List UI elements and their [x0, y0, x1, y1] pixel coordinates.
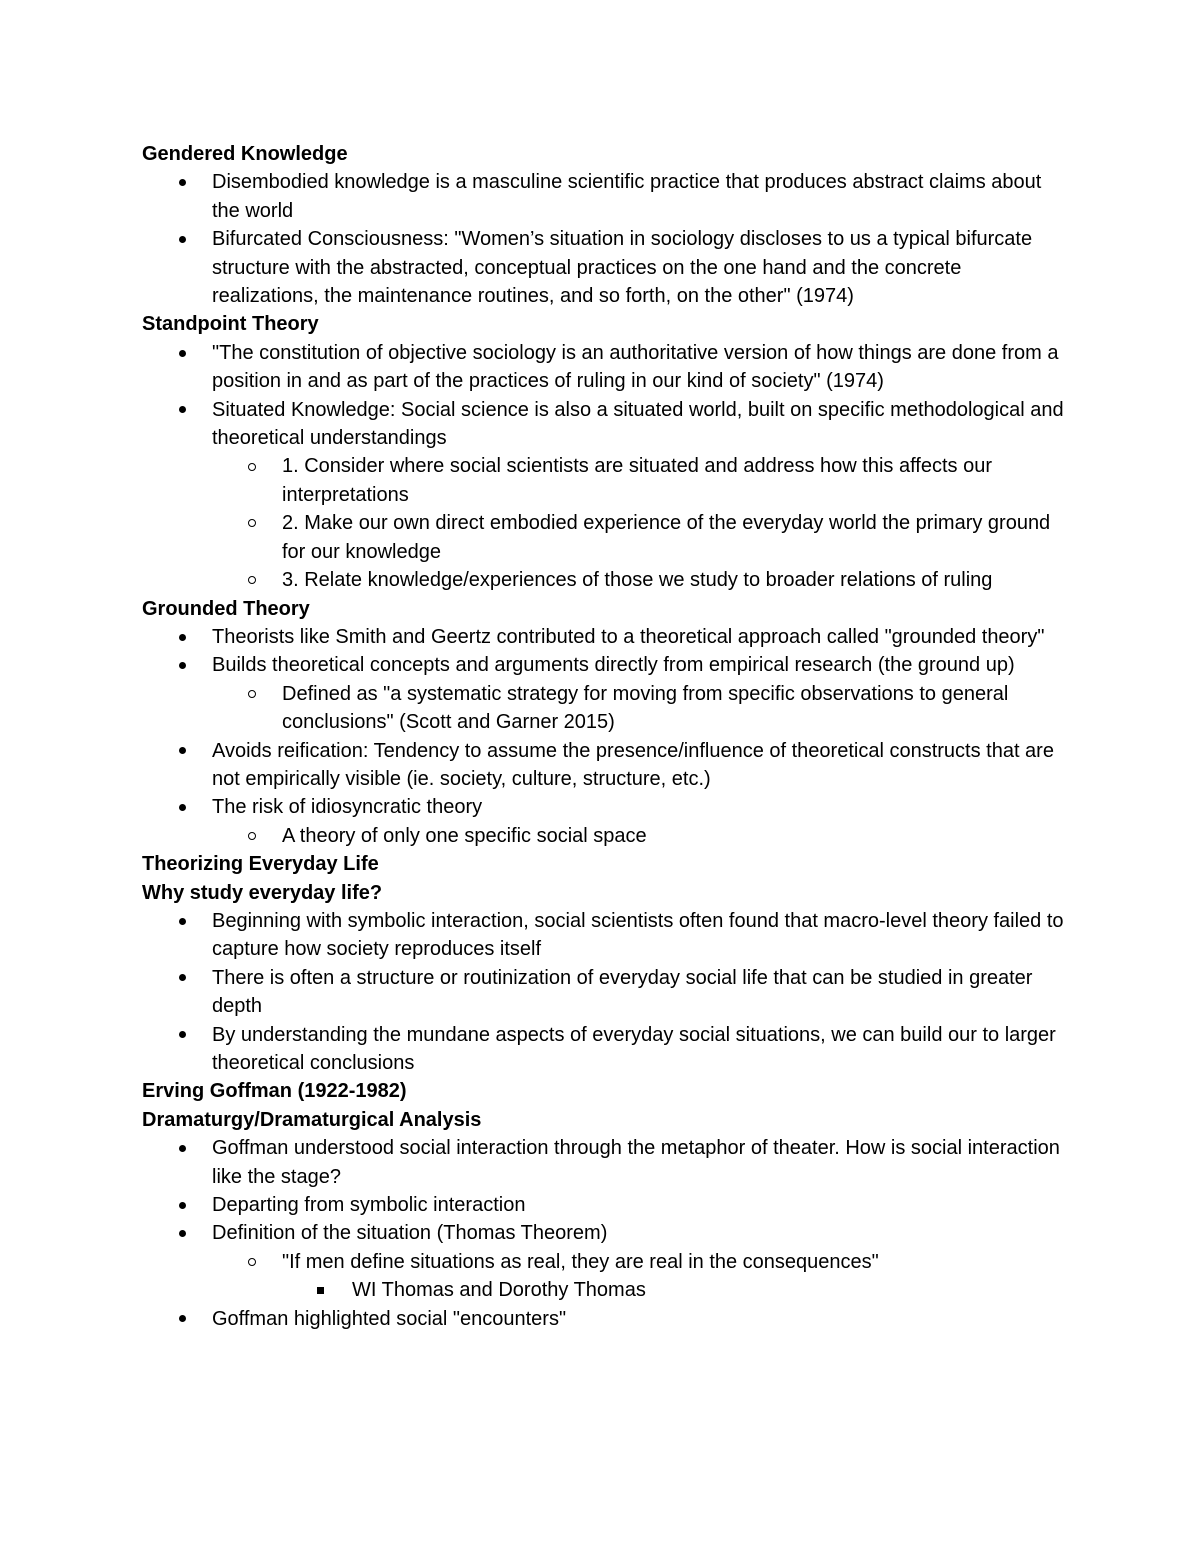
bullet-icon [172, 1219, 192, 1247]
section-heading-erving-goffman: Erving Goffman (1922-1982) [142, 1080, 407, 1103]
bullet-icon [172, 1191, 192, 1219]
bullet-icon [172, 1021, 192, 1049]
list-item [142, 1021, 1072, 1078]
sub-list-item-text: Defined as "a systematic strategy for moving from specific observations to general conclusions" (Scott and Garner 2015) [282, 682, 1009, 734]
list-item-text: There is often a structure or routinization of everyday social life that can be studied in greater depth [212, 966, 1033, 1018]
sub-list-item-text: 3. Relate knowledge/experiences of those we study to broader relations of ruling [282, 569, 993, 592]
list-item-text: Situated Knowledge: Social science is also a situated world, built on specific methodological and theoretical understandings [212, 398, 1064, 450]
bullet-icon [172, 793, 192, 821]
list-item-text: "The constitution of objective sociology is an authoritative version of how things are done from a position in and as part of the practices of ruling in our kind of society" (1974) [212, 341, 1059, 393]
sub-list-item-text: A theory of only one specific social space [282, 824, 647, 847]
list-item-text: Goffman highlighted social "encounters" [212, 1307, 567, 1330]
list-item-text: Departing from symbolic interaction [212, 1194, 526, 1217]
section-subheading-why-study: Why study everyday life? [142, 881, 383, 904]
bullet-icon [172, 1134, 192, 1162]
list-item [142, 1305, 1072, 1333]
list-item-text: By understanding the mundane aspects of everyday social situations, we can build our to larger theoretical conclusions [212, 1023, 1056, 1074]
sub-list-item-text: 1. Consider where social scientists are situated and address how this affects our interpretations [282, 455, 992, 506]
list-item-text: Bifurcated Consciousness: "Women’s situation in sociology discloses to us a typical bifurcate structure with the abstracted, conceptual practices on the one hand and the concrete realizations, the maintenance routines, and so forth, on the other" (1974) [212, 228, 1033, 308]
list-item [142, 339, 1072, 396]
section-heading-gendered-knowledge: Gendered Knowledge [142, 143, 348, 165]
bullet-list [142, 623, 1072, 850]
sub-list-item [142, 822, 1072, 850]
bullet-list [142, 168, 1072, 310]
sub-list-item [142, 509, 1072, 566]
list-item [142, 1191, 1072, 1219]
list-item [142, 737, 1072, 794]
list-item [142, 168, 1072, 225]
list-item [142, 964, 1072, 1021]
bullet-icon [172, 964, 192, 992]
list-item-text: Theorists like Smith and Geertz contributed to a theoretical approach called "grounded theory" [212, 625, 1045, 648]
list-item-text: Definition of the situation (Thomas Theorem) [212, 1222, 608, 1245]
hollow-bullet-icon [242, 680, 262, 708]
list-item-text: Goffman understood social interaction through the metaphor of theater. How is social interaction like the stage? [212, 1137, 1060, 1188]
section-heading-standpoint-theory: Standpoint Theory [142, 313, 319, 336]
list-item [142, 907, 1072, 964]
sub-sub-list-item-text: WI Thomas and Dorothy Thomas [352, 1279, 646, 1302]
bullet-icon [172, 168, 192, 196]
section-subheading-dramaturgy: Dramaturgy/Dramaturgical Analysis [142, 1108, 482, 1131]
sub-list-item [142, 566, 1072, 594]
bullet-icon [172, 651, 192, 679]
list-item [142, 651, 1072, 679]
list-item-text: Builds theoretical concepts and arguments directly from empirical research (the ground up) [212, 654, 1015, 677]
bullet-icon [172, 737, 192, 765]
bullet-list [142, 907, 1072, 1077]
sub-list-item [142, 1248, 1072, 1276]
square-bullet-icon [310, 1276, 330, 1304]
sub-sub-list-item [142, 1276, 1072, 1304]
bullet-icon [172, 1305, 192, 1333]
list-item [142, 623, 1072, 651]
bullet-icon [172, 907, 192, 935]
list-item [142, 396, 1072, 453]
hollow-bullet-icon [242, 509, 262, 537]
bullet-icon [172, 623, 192, 651]
section-heading-theorizing-everyday-life: Theorizing Everyday Life [142, 853, 379, 876]
list-item [142, 1134, 1072, 1191]
bullet-list [142, 339, 1072, 595]
hollow-bullet-icon [242, 566, 262, 594]
bullet-list [142, 1134, 1072, 1333]
hollow-bullet-icon [242, 452, 262, 480]
hollow-bullet-icon [242, 1248, 262, 1276]
sub-list-item [142, 452, 1072, 509]
bullet-icon [172, 396, 192, 424]
bullet-icon [172, 225, 192, 253]
list-item-text: Beginning with symbolic interaction, social scientists often found that macro-level theory failed to capture how society reproduces itself [212, 909, 1064, 961]
list-item-text: Disembodied knowledge is a masculine scientific practice that produces abstract claims about the world [212, 171, 1042, 222]
bullet-icon [172, 339, 192, 367]
section-heading-grounded-theory: Grounded Theory [142, 597, 310, 620]
sub-list-item-text: "If men define situations as real, they are real in the consequences" [282, 1250, 879, 1273]
list-item-text: Avoids reification: Tendency to assume the presence/influence of theoretical constructs that are not empirically visible (ie. society, culture, structure, etc.) [212, 739, 1054, 790]
hollow-bullet-icon [242, 822, 262, 850]
document-page [142, 140, 1072, 1333]
list-item [142, 793, 1072, 821]
list-item-text: The risk of idiosyncratic theory [212, 796, 483, 819]
list-item [142, 225, 1072, 310]
sub-list-item-text: 2. Make our own direct embodied experience of the everyday world the primary ground for our knowledge [282, 512, 1051, 563]
list-item [142, 1219, 1072, 1247]
sub-list-item [142, 680, 1072, 737]
